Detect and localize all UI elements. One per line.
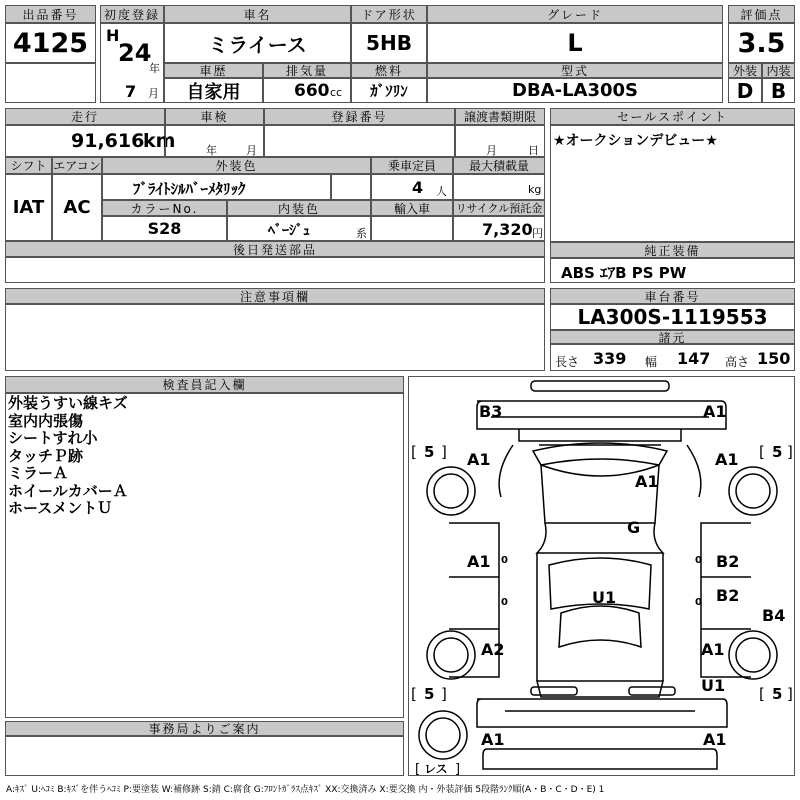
- office-label: 事務局よりご案内: [5, 721, 404, 736]
- svg-text:[: [: [411, 685, 417, 703]
- transfer-label: 譲渡書類期限: [455, 108, 545, 125]
- caution-cell: [5, 304, 545, 371]
- lot-value: 4125: [5, 23, 96, 63]
- model-label: 型式: [427, 63, 723, 78]
- sales-point-value: ★オークションデビュー★: [553, 133, 718, 149]
- mark-roof: G: [627, 518, 641, 537]
- lot-label: 出品番号: [5, 5, 96, 23]
- first-reg-cell: [100, 23, 164, 103]
- front-bumper-outline: [477, 401, 726, 429]
- int-grade-value: B: [762, 78, 795, 103]
- transfer-month-unit: 月: [486, 144, 497, 157]
- color-no-label: カラーNo.: [102, 200, 227, 216]
- car-name-value: ミライース: [164, 23, 351, 63]
- displacement-value: 660: [294, 81, 330, 101]
- ext-color-cell: [102, 174, 331, 200]
- sales-point-label: セールスポイント: [550, 108, 795, 125]
- specs-length-value: 339: [593, 349, 627, 368]
- car-diagram: [408, 376, 795, 776]
- tire-fr-tread: 5: [772, 443, 783, 461]
- mark-fender-fr: A1: [715, 450, 739, 469]
- shift-value: IAT: [5, 174, 52, 241]
- mark-hood: A1: [635, 472, 659, 491]
- inspector-label: 検査員記入欄: [5, 376, 404, 393]
- int-color-suffix: 系: [356, 227, 367, 240]
- chassis-label: 車台番号: [550, 288, 795, 304]
- svg-text:0: 0: [501, 555, 508, 566]
- svg-text:]: ]: [787, 443, 793, 461]
- genuine-label: 純正装備: [550, 242, 795, 258]
- inspector-note: 外装うすい線キズ: [8, 394, 128, 412]
- max-load-cell: [453, 174, 545, 200]
- svg-text:]: ]: [441, 443, 447, 461]
- aircon-label: エアコン: [53, 159, 101, 173]
- mark-rear-r: U1: [701, 676, 726, 695]
- inspector-note: ミラーＡ: [8, 464, 69, 482]
- color-no-value: S28: [102, 216, 227, 241]
- specs-height-label: 高さ: [725, 355, 750, 369]
- recycle-label: リサイクル預託金: [453, 200, 545, 216]
- tire-rr-tread: 5: [772, 685, 783, 703]
- first-reg-era: H: [106, 26, 120, 45]
- transfer-cell: [455, 125, 545, 157]
- svg-text:[: [: [411, 443, 417, 461]
- inspector-note: ホイールカバーＡ: [8, 481, 128, 500]
- score-value: 3.5: [728, 23, 795, 63]
- history-value: 自家用: [164, 78, 263, 103]
- specs-height-value: 150: [757, 349, 791, 368]
- reg-no-cell: [264, 125, 455, 157]
- mark-fr-bumper-r: A1: [703, 402, 727, 421]
- rear-bumper-outline: [477, 699, 727, 727]
- fuel-label: 燃料: [351, 63, 427, 78]
- genuine-cell: [550, 258, 795, 283]
- aircon-value: AC: [52, 174, 102, 241]
- recycle-unit: 円: [532, 227, 543, 240]
- door-label: ドア形状: [351, 5, 427, 23]
- fuel-value: ｶﾞｿﾘﾝ: [351, 78, 427, 103]
- grille-outline: [519, 429, 681, 441]
- tire-fl-tread: 5: [424, 443, 435, 461]
- sales-point-cell: [550, 125, 795, 242]
- recycle-value: 7,320: [482, 220, 533, 239]
- capacity-value: 4: [412, 178, 424, 197]
- mark-quarter-r: B4: [762, 606, 786, 625]
- mark-quarter-rr: A1: [701, 640, 725, 659]
- import-cell: [371, 216, 453, 241]
- svg-text:]: ]: [787, 685, 793, 703]
- displacement-label: 排気量: [263, 63, 351, 78]
- capacity-unit: 人: [436, 185, 447, 198]
- ext-grade-value: D: [728, 78, 762, 103]
- mark-fr-bumper-l: B3: [479, 402, 503, 421]
- inspection-year-unit: 年: [206, 144, 217, 157]
- tail-lamp-left: [531, 687, 577, 695]
- mark-door-fl: A1: [467, 552, 491, 571]
- windshield-outline: [533, 443, 667, 465]
- mark-door-fr: B2: [716, 552, 740, 571]
- capacity-label: 乗車定員: [371, 157, 453, 174]
- specs-width-value: 147: [677, 349, 711, 368]
- capacity-cell: [371, 174, 453, 200]
- max-load-label: 最大積載量: [453, 157, 545, 174]
- ext-color-extra-cell: [331, 174, 371, 200]
- fender-fl-line: [499, 445, 513, 497]
- specs-label: 諸元: [550, 330, 795, 344]
- score-label: 評価点: [728, 5, 795, 23]
- int-color-value: ﾍﾞｰｼﾞｭ: [268, 223, 310, 239]
- recycle-cell: [453, 216, 545, 241]
- specs-length-label: 長さ: [555, 355, 580, 369]
- first-reg-month-unit: 月: [148, 87, 159, 100]
- genuine-value: ABS ｴｱB PS PW: [561, 264, 687, 282]
- model-value: DBA-LA300S: [427, 78, 723, 103]
- transfer-day-unit: 日: [528, 144, 539, 157]
- fender-fr-line: [687, 445, 701, 497]
- int-color-label: 内装色: [227, 200, 371, 216]
- tire-rl-tread: 5: [424, 685, 435, 703]
- svg-text:0: 0: [695, 555, 702, 566]
- inspection-cell: [165, 125, 264, 157]
- mileage-unit: km: [143, 130, 176, 152]
- inspector-note: シートすれ小: [8, 429, 98, 447]
- specs-width-label: 幅: [645, 355, 658, 369]
- chassis-value: LA300S-1119553: [550, 304, 795, 330]
- inspection-month-unit: 月: [246, 144, 257, 157]
- office-cell: [5, 736, 404, 776]
- inspection-label: 車検: [165, 108, 264, 125]
- svg-text:[: [: [415, 762, 421, 775]
- inspector-notes-list: [8, 395, 128, 518]
- later-parts-label: 後日発送部品: [5, 241, 545, 257]
- mileage-label: 走行: [5, 108, 165, 125]
- int-color-cell: [227, 216, 371, 241]
- displacement-unit: cc: [330, 86, 343, 99]
- svg-text:[: [: [759, 443, 765, 461]
- legend-footer: A:ｷｽﾞ U:ﾍｺﾐ B:ｷｽﾞを伴うﾍｺﾐ P:要塗装 W:補修跡 S:錆 C:腐食 G:ﾌﾛﾝﾄｶﾞﾗｽ点ｷｽﾞ XX:交換済み X:要交換 内・外装評価 5段階ﾗﾝｸ順(A・B・C・D・E) 1: [6, 785, 605, 795]
- rear-apron-outline: [483, 749, 717, 769]
- later-parts-cell: [5, 257, 545, 283]
- mileage-value: 91,616: [71, 130, 145, 152]
- car-diagram-svg: [409, 377, 794, 775]
- roof-front-line: [537, 523, 663, 553]
- mark-rr-bumper-l: A1: [481, 730, 505, 749]
- lot-empty-cell: [5, 63, 96, 103]
- reg-no-label: 登録番号: [264, 108, 455, 125]
- grade-value: L: [427, 23, 723, 63]
- ext-color-label: 外装色: [102, 157, 371, 174]
- mark-floor: U1: [592, 588, 617, 607]
- inspector-note: 室内内張傷: [8, 411, 84, 430]
- svg-text:0: 0: [501, 597, 508, 608]
- first-reg-year: 24: [118, 39, 152, 67]
- mark-rr-bumper-r: A1: [703, 730, 727, 749]
- displacement-cell: [263, 78, 351, 103]
- inspector-note: ホースメントＵ: [8, 499, 113, 517]
- svg-text:]: ]: [455, 762, 461, 775]
- ext-grade-label: 外装: [728, 63, 762, 78]
- svg-text:0: 0: [695, 597, 702, 608]
- ext-color-value: ﾌﾞﾗｲﾄｼﾙﾊﾞｰﾒﾀﾘｯｸ: [133, 180, 246, 198]
- inspector-notes-cell: [5, 393, 404, 718]
- shift-label: シフト: [5, 157, 52, 174]
- tail-lamp-right: [629, 687, 675, 695]
- max-load-unit: kg: [528, 183, 542, 196]
- door-value: 5HB: [351, 23, 427, 63]
- specs-cell: [550, 344, 795, 371]
- int-grade-label: 内装: [762, 63, 795, 78]
- svg-text:]: ]: [441, 685, 447, 703]
- mileage-cell: [5, 125, 176, 157]
- mark-fender-fl: A1: [467, 450, 491, 469]
- first-reg-label: 初度登録: [100, 5, 164, 23]
- import-label: 輸入車: [371, 200, 453, 216]
- front-bumper-top-outline: [531, 381, 669, 391]
- history-label: 車歴: [164, 63, 263, 78]
- svg-text:[: [: [759, 685, 765, 703]
- caution-label: 注意事項欄: [5, 288, 545, 304]
- roof-sides: [537, 553, 663, 681]
- first-reg-month: 7: [125, 82, 137, 101]
- mark-door-rl: A2: [481, 640, 505, 659]
- floor-panel-outline: [559, 606, 641, 647]
- spare-tire-status: レス: [424, 762, 448, 775]
- first-reg-year-unit: 年: [149, 62, 160, 75]
- grade-label: グレード: [427, 5, 723, 23]
- mark-door-rr: B2: [716, 586, 740, 605]
- inspector-note: タッチＰ跡: [8, 446, 84, 465]
- car-name-label: 車名: [164, 5, 351, 23]
